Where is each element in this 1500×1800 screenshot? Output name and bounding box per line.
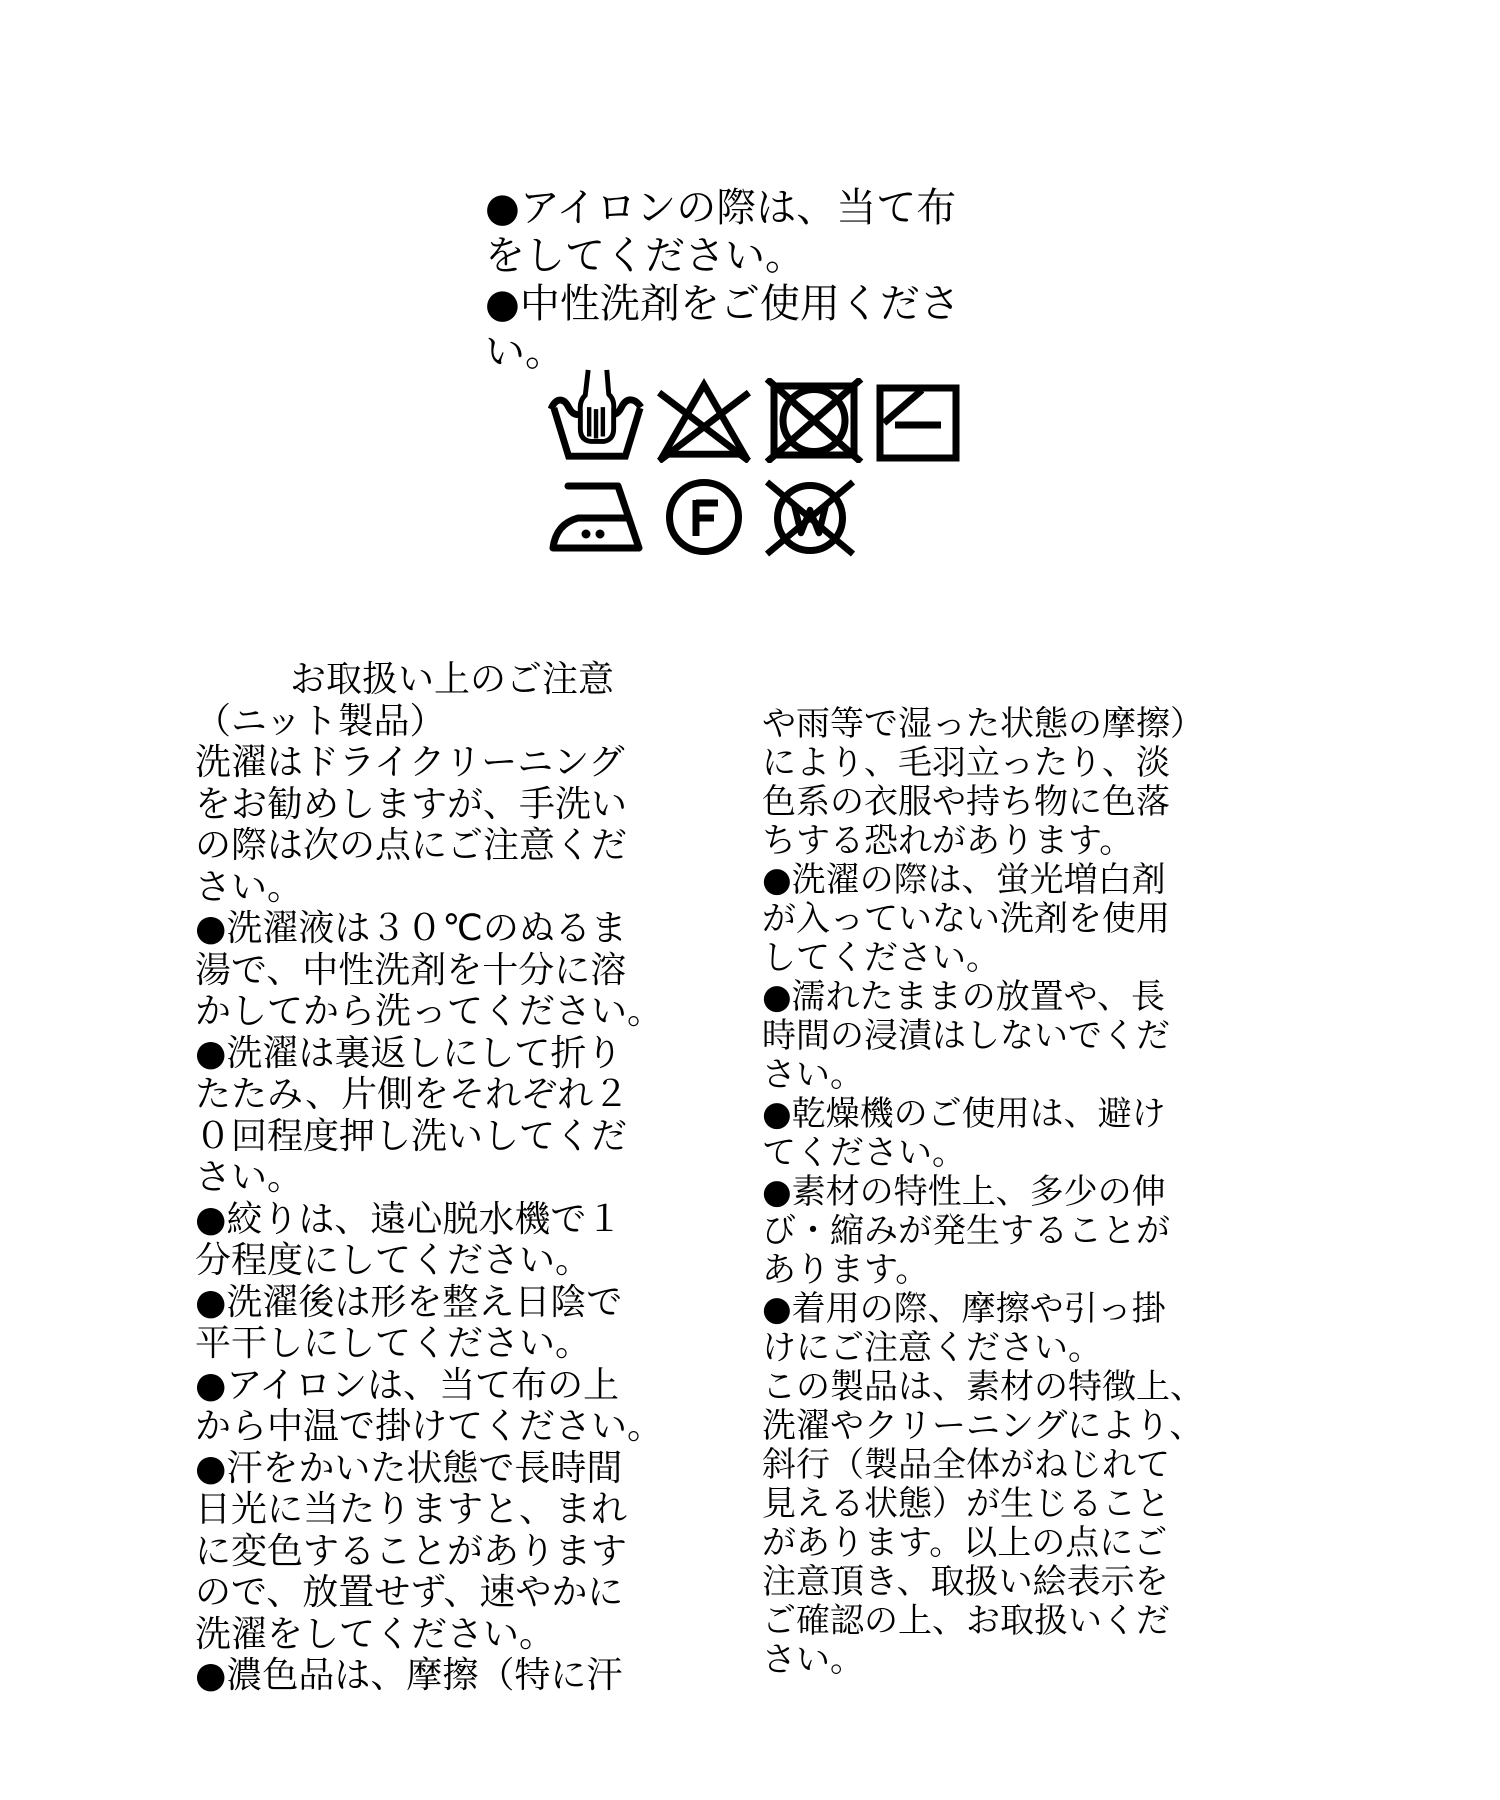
text-line: てください。 (762, 1133, 966, 1173)
text-line: ●濡れたままの放置や、長 (762, 977, 1165, 1017)
text-line: さい。 (195, 866, 304, 908)
iron-medium-heat-icon (548, 478, 650, 554)
text-line: 洗濯はドライクリーニング (195, 742, 625, 783)
text-line: ちする恐れがあります。 (762, 821, 1134, 861)
text-line: この製品は、素材の特徴上、 (762, 1367, 1204, 1407)
text-line: により、毛羽立ったり、淡 (762, 743, 1170, 783)
text-line: 色系の衣服や持ち物に色落 (762, 782, 1170, 822)
text-line: 斜行（製品全体がねじれて (762, 1445, 1170, 1485)
text-line: ので、放置せず、速やかに (195, 1572, 624, 1613)
text-line: たたみ、片側をそれぞれ２ (195, 1074, 630, 1115)
dry-flat-in-shade-icon (875, 383, 961, 463)
text-line: ●汗をかいた状態で長時間 (195, 1447, 623, 1489)
text-line: ●洗濯後は形を整え日陰で (195, 1281, 623, 1323)
section-subtitle: （ニット製品） (195, 700, 446, 742)
text-line: 洗濯やクリーニングにより、 (762, 1406, 1204, 1446)
text-line: 注意頂き、取扱い絵表示を (762, 1562, 1169, 1602)
text-line: ●着用の際、摩擦や引っ掛 (762, 1289, 1166, 1329)
text-line: あります。 (762, 1250, 930, 1290)
hand-wash-icon (548, 368, 646, 463)
text-line: 平干しにしてください。 (195, 1323, 592, 1364)
text-line: ●アイロンの際は、当て布 (485, 185, 957, 231)
text-line: から中温で掛けてください。 (195, 1406, 664, 1447)
text-line: 日光に当たりますと、まれ (195, 1489, 628, 1530)
text-line: さい。 (762, 1640, 864, 1680)
text-line: 分程度にしてください。 (195, 1240, 592, 1281)
text-line: 時間の浸漬はしないでくだ (762, 1016, 1170, 1056)
text-line: ●洗濯液は３０℃のぬるま (195, 908, 627, 949)
text-line: ●素材の特性上、多少の伸 (762, 1172, 1166, 1212)
text-line: ０回程度押し洗いしてくだ (195, 1115, 628, 1157)
text-line: 洗濯をしてください。 (195, 1613, 556, 1655)
text-line: ●濃色品は、摩擦（特に汗 (195, 1655, 623, 1696)
dry-clean-petroleum-F-icon (665, 478, 743, 556)
text-line: ●中性洗剤をご使用くださ (485, 281, 960, 327)
text-line: さい。 (762, 1055, 864, 1095)
instructions-right-column (762, 705, 1204, 1680)
care-symbols-row-1 (548, 368, 961, 463)
text-line: ●乾燥機のご使用は、避け (762, 1094, 1166, 1134)
text-line: 見える状態）が生じること (762, 1484, 1170, 1524)
text-line: があります。以上の点にご (762, 1523, 1168, 1563)
care-symbols-row-2 (548, 478, 961, 558)
text-line: してください。 (762, 938, 1000, 978)
instructions-left-column (195, 659, 663, 1697)
text-line: けにご注意ください。 (762, 1328, 1102, 1368)
text-line: が入っていない洗剤を使用 (762, 899, 1170, 939)
text-line: ●絞りは、遠心脱水機で１ (195, 1198, 623, 1240)
text-line: ●洗濯の際は、蛍光増白剤 (762, 860, 1166, 900)
text-line: 湯で、中性洗剤を十分に溶 (195, 949, 627, 991)
text-line: かしてから洗ってください。 (195, 991, 664, 1032)
left-column-lines (195, 742, 663, 1697)
do-not-wet-clean-icon (758, 478, 862, 558)
text-line: をお勧めしますが、手洗い (195, 783, 628, 825)
text-line: をしてください。 (485, 233, 805, 279)
text-line: ご確認の上、お取扱いくだ (762, 1601, 1170, 1641)
text-line: に変色することがあります (195, 1530, 628, 1572)
text-line: や雨等で湿った状態の摩擦） (762, 704, 1204, 744)
text-line: の際は次の点にご注意くだ (195, 825, 628, 866)
care-symbols (548, 368, 961, 558)
text-line: い。 (485, 329, 565, 375)
text-line: さい。 (195, 1157, 304, 1198)
do-not-tumble-dry-icon (762, 378, 866, 463)
text-line: ●アイロンは、当て布の上 (195, 1364, 620, 1406)
top-notes (485, 184, 960, 376)
section-title: お取扱い上のご注意 (290, 659, 615, 700)
text-line: ●洗濯は裏返しにして折り (195, 1032, 623, 1074)
do-not-bleach-icon (655, 378, 753, 463)
text-line: び・縮みが発生することが (762, 1211, 1170, 1251)
